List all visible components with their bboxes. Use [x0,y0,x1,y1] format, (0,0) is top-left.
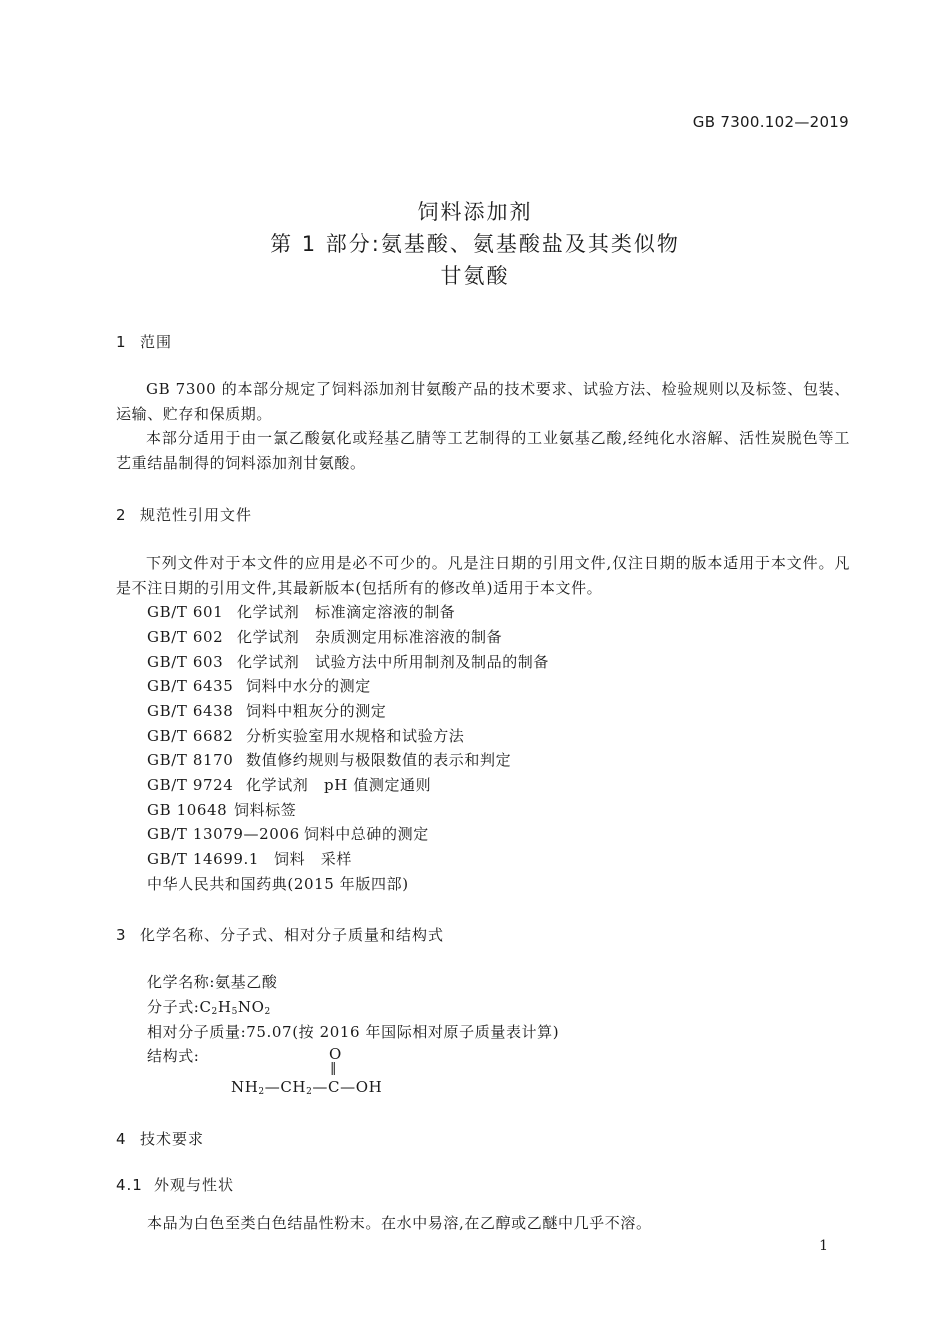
reference-title: 化学试剂 标准滴定溶液的制备 [237,603,456,621]
title-line-2: 第 1 部分:氨基酸、氨基酸盐及其类似物 [270,232,680,256]
section-1-heading [116,331,172,352]
reference-item [147,774,431,795]
reference-code: 中华人民共和国药典 [147,875,288,893]
section-number: 4 [116,1130,127,1148]
reference-title: 化学试剂 pH 值测定通则 [246,776,432,794]
relative-molecular-mass: 相对分子质量:75.07(按 2016 年国际相对原子质量表计算) [147,1023,560,1041]
section-2-heading [116,504,252,525]
section-number: 1 [116,333,127,351]
section-title: 范围 [140,333,173,351]
section-3-heading [116,924,444,945]
section-number: 2 [116,506,127,524]
reference-code: GB/T 601 [147,603,224,621]
reference-title: 饲料 采样 [274,850,353,868]
molecular-formula: 分子式$:C_2H_5NO_2$ [147,998,271,1017]
reference-item [147,725,464,746]
reference-item [147,651,549,672]
reference-item [147,700,386,721]
reference-code: GB/T 6438 [147,702,234,720]
reference-code: GB/T 9724 [147,776,234,794]
section-1-body [116,377,850,475]
reference-code: GB/T 602 [147,628,224,646]
reference-item [147,799,296,820]
title-line-3: 甘氨酸 [440,264,510,288]
chemical-name: 化学名称:氨基乙酸 [147,973,278,991]
reference-item [147,675,371,696]
subsection-number: 4.1 [116,1176,143,1194]
reference-title: 饲料中粗灰分的测定 [246,702,387,720]
reference-item [147,601,455,622]
section-2-intro [116,551,850,600]
page-number: 1 [819,1238,828,1254]
reference-title: 分析实验室用水规格和试验方法 [246,727,465,745]
reference-code: GB 10648 [147,801,228,819]
title-line-1: 饲料添加剂 [417,200,533,224]
section-number: 3 [116,926,127,944]
structure-oxygen-atom: O [329,1045,342,1063]
reference-item [147,848,352,869]
structure-label: 结构式: [147,1047,200,1065]
section-4-heading [116,1128,204,1149]
paragraph: GB 7300 的本部分规定了饲料添加剂甘氨酸产品的技术要求、试验方法、检验规则以及标签、包装、运输、贮存和保质期。 [116,380,850,423]
reference-title: 饲料中总砷的测定 [304,825,429,843]
reference-item [147,749,511,770]
subsection-title: 外观与性状 [154,1176,235,1194]
paragraph: 本部分适用于由一氯乙酸氨化或羟基乙腈等工艺制得的工业氨基乙酸,经纯化水溶解、活性炭脱色等工艺重结晶制得的饲料添加剂甘氨酸。 [116,429,850,472]
reference-title: 数值修约规则与极限数值的表示和判定 [246,751,512,769]
reference-item [147,873,409,894]
reference-code: GB/T 603 [147,653,224,671]
reference-code: GB/T 13079—2006 [147,825,300,843]
appearance-text: 本品为白色至类白色结晶性粉末。在水中易溶,在乙醇或乙醚中几乎不溶。 [147,1214,652,1232]
section-title: 技术要求 [140,1130,205,1148]
reference-title: (2015 年版四部) [287,875,409,893]
reference-item [147,823,429,844]
structure-formula: $NH_2—CH_2—C—OH$ [231,1078,383,1097]
reference-code: GB/T 14699.1 [147,850,260,868]
paragraph: 下列文件对于本文件的应用是必不可少的。凡是注日期的引用文件,仅注日期的版本适用于本文件。凡是不注日期的引用文件,其最新版本(包括所有的修改单)适用于本文件。 [116,554,850,597]
reference-item [147,626,502,647]
reference-title: 饲料中水分的测定 [246,677,371,695]
reference-code: GB/T 8170 [147,751,234,769]
standard-code: GB 7300.102—2019 [692,113,849,131]
structure-double-bond: ‖ [330,1061,338,1076]
subsection-4-1-heading [116,1174,234,1195]
reference-code: GB/T 6435 [147,677,234,695]
reference-title: 化学试剂 杂质测定用标准溶液的制备 [237,628,503,646]
reference-code: GB/T 6682 [147,727,234,745]
section-title: 规范性引用文件 [140,506,253,524]
reference-title: 化学试剂 试验方法中所用制剂及制品的制备 [237,653,550,671]
section-title: 化学名称、分子式、相对分子质量和结构式 [140,926,445,944]
reference-title: 饲料标签 [234,801,297,819]
